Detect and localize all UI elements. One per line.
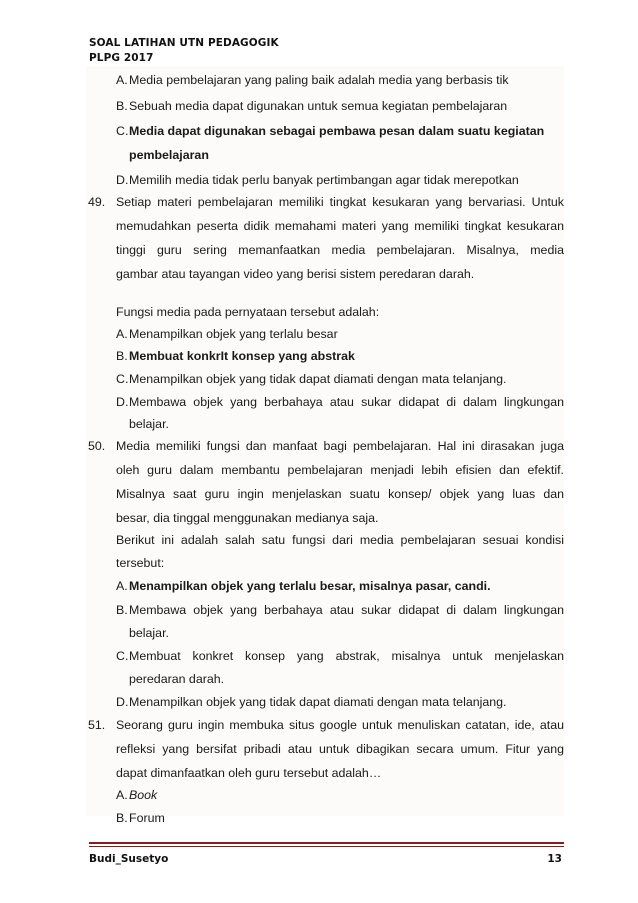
- footer-rule-thick: [89, 842, 564, 844]
- question-number: 51.: [88, 718, 106, 732]
- header-title: SOAL LATIHAN UTN PEDAGOGIK: [89, 37, 279, 49]
- header-subtitle: PLPG 2017: [89, 52, 154, 64]
- question-number: 50.: [88, 439, 106, 453]
- page-content: A. Media pembelajaran yang paling baik adalah media yang berbasis tik B. Sebuah media dapat digunakan untuk semua kegiatan pembelajaran C. Media dapat digunakan sebagai pembawa pesan dalam suatu kegiatan pembelajaran D. Memilih media tidak perlu banyak pertimbangan agar tidak merepotkan 49. Setiap materi pembelajaran memiliki tingkat kesukaran yang bervariasi. Untuk memudahkan peserta didik memahami materi yang memiliki tingkat kesukaran tinggi guru sering memanfaatkan media pembelajaran. Misalnya, media gambar atau tayangan video yang berisi sistem peredaran darah. Fungsi media pada pernyataan tersebut adalah: A. Menampilkan objek yang terlalu besar B. Membuat konkrIt konsep yang abstrak C. Menampilkan objek yang tidak dapat diamati dengan mata telanjang. D. Membawa objek yang berbahaya atau sukar didapat di dalam lingkungan belajar. 50. Media memiliki fungsi dan manfaat bagi pembelajaran. Hal ini dirasakan juga oleh guru dalam membantu pembelajaran menjadi lebih efisien dan efektif. Misalnya saat guru ingin menjelaskan suatu konsep/ objek yang luas dan besar, dia tinggal menggunakan medianya saja. Berikut ini adalah salah satu fungsi dari media pembelajaran sesuai kondisi tersebut: A. Menampilkan objek yang terlalu besar, misalnya pasar, candi. B. Membawa objek yang berbahaya atau sukar didapat di dalam lingkungan belajar. C. Membuat konkret konsep yang abstrak, misalnya untuk menjelaskan peredaran darah. D. Menampilkan objek yang tidak dapat diamati dengan mata telanjang. 51. Seorang guru ingin membuka situs google untuk menuliskan catatan, ide, atau refleksi yang bersifat pribadi atau untuk dibagikan secara umum. Fitur yang dapat dimanfaatkan oleh guru tersebut adalah… A. Book B. Forum: [86, 66, 564, 816]
- question-number: 49.: [88, 195, 106, 209]
- page-number: 13: [547, 853, 562, 865]
- document-header: [89, 36, 279, 66]
- footer-author: Budi_Susetyo: [89, 853, 169, 865]
- footer-rule-thin: [89, 846, 564, 847]
